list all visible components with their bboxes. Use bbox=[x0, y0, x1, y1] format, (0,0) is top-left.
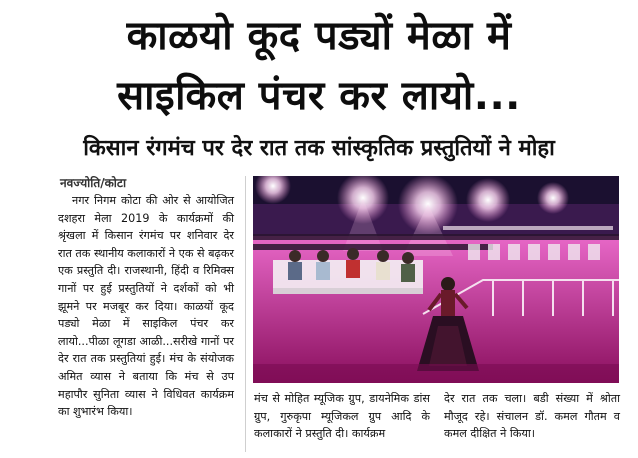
dateline: नवज्योति/कोटा bbox=[60, 176, 127, 190]
subheadline: किसान रंगमंच पर देर रात तक सांस्कृतिक प्रस्तुतियों ने मोहा bbox=[83, 136, 555, 161]
article-column-3: देर रात तक चला। बडी संख्या में श्रोता मौजूद रहे। संचालन डॉ. कमल गौतम व कमल दीक्षित ने किया। bbox=[444, 392, 620, 441]
headline-line-1: काळयो कूद पड्यों मेळा में bbox=[126, 13, 512, 59]
event-photo bbox=[253, 176, 619, 383]
headline-line-2: साइकिल पंचर कर लायो... bbox=[117, 73, 521, 119]
article-column-2: मंच से मोहित म्यूजिक ग्रुप, डायनेमिक डांस ग्रुप, गुरुकृपा म्यूजिकल ग्रुप आदि के कलाकारों ने प्रस्तुति दी। कार्यक्रम bbox=[254, 392, 430, 441]
column-divider bbox=[245, 176, 246, 452]
article-column-1: नगर निगम कोटा की ओर से आयोजित दशहरा मेला 2019 के कार्यक्रमों की श्रृंखला में किसान रंगमंच पर शनिवार देर रात तक स्थानीय कलाकारों ने एक से बढ़कर एक प्रस्तुति दी। राजस्थानी, हिंदी व रिमिक्स गानों पर हुई प्रस्तुतियों ने दर्शकों को भी झूमने पर मजबूर कर दिया। काळयों कूद पड्यो मेळा में साइकिल पंचर कर लायो...पीळा लूगडा आळी...सरीखे गानों पर देर रात तक प्रस्तुतियां हुई। मंच के संयोजक अमित व्यास ने बताया कि मंच से उप महापौर सुनिता व्यास ने विधिवत कार्यक्रम का शुभारंभ किया। bbox=[58, 194, 234, 419]
stage-performance-illustration bbox=[253, 176, 619, 383]
